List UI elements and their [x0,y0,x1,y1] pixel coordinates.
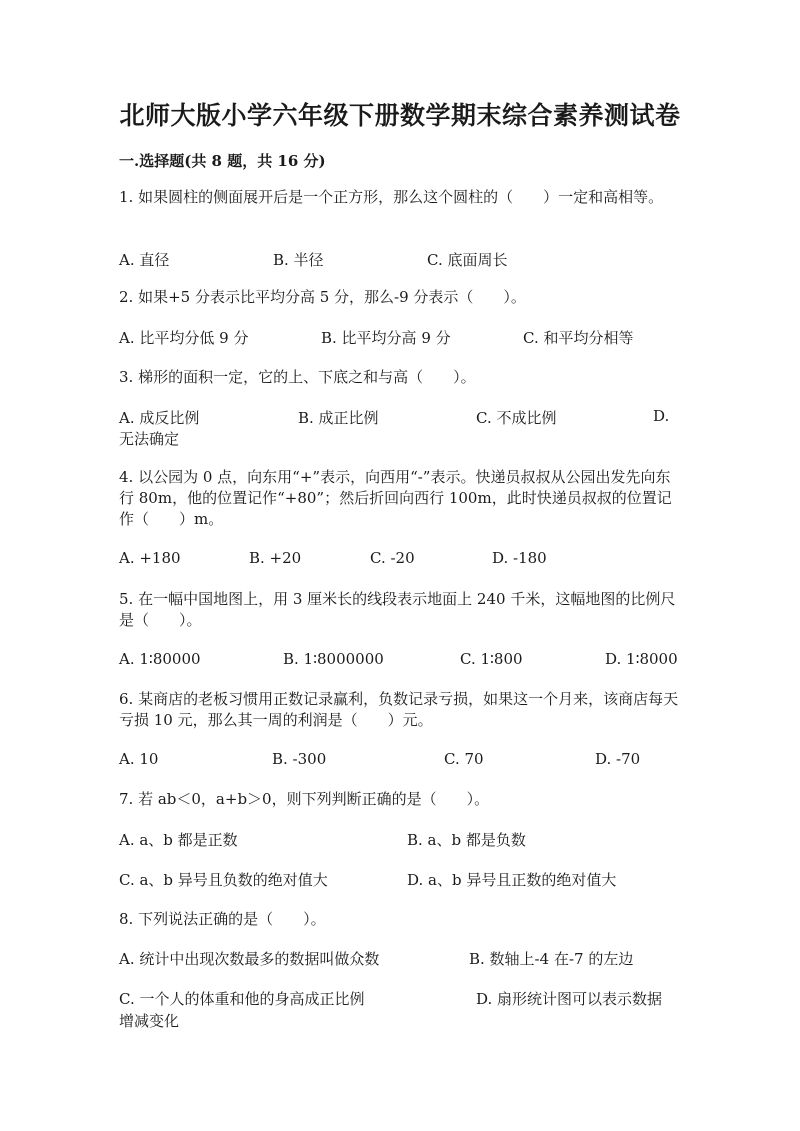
section-heading: 一.选择题(共 8 题，共 16 分) [119,152,326,170]
option-c[interactable]: C. 和平均分相等 [523,329,634,347]
question-8: 8. 下列说法正确的是（ ）。 [119,910,326,928]
question-2: 2. 如果+5 分表示比平均分高 5 分，那么-9 分表示（ ）。 [119,288,526,306]
option-b[interactable]: B. a、b 都是负数 [407,831,526,849]
option-c[interactable]: C. a、b 异号且负数的绝对值大 [119,871,328,889]
option-d-continued: 增减变化 [119,1012,180,1030]
option-d[interactable]: D. 扇形统计图可以表示数据 [476,990,663,1008]
option-d[interactable]: D. [653,407,670,425]
option-c[interactable]: C. 不成比例 [476,409,557,427]
option-c[interactable]: C. 一个人的体重和他的身高成正比例 [119,990,365,1008]
question-3: 3. 梯形的面积一定，它的上、下底之和与高（ ）。 [119,368,476,386]
option-b[interactable]: B. +20 [249,549,302,567]
question-7: 7. 若 ab＜0，a+b＞0，则下列判断正确的是（ ）。 [119,790,490,808]
option-b[interactable]: B. 成正比例 [298,409,379,427]
question-8-options-row2 [119,988,689,1010]
option-b[interactable]: B. 数轴上-4 在-7 的左边 [469,950,634,968]
question-7-options-row2 [119,869,689,891]
option-a[interactable]: A. +180 [119,549,181,567]
option-a[interactable]: A. 10 [119,750,159,768]
question-6-options [119,750,689,772]
option-d[interactable]: D. a、b 异号且正数的绝对值大 [407,871,617,889]
option-b[interactable]: B. 比平均分高 9 分 [321,329,451,347]
question-8-options-row1 [119,948,689,970]
option-c[interactable]: C. -20 [370,549,415,567]
option-c[interactable]: C. 底面周长 [427,251,508,269]
option-d-continued: 无法确定 [119,430,180,448]
question-4-options [119,549,689,571]
question-1-options [119,249,689,271]
option-a[interactable]: A. 成反比例 [119,409,200,427]
option-b[interactable]: B. 1∶8000000 [283,650,384,668]
question-6: 6. 某商店的老板习惯用正数记录赢利，负数记录亏损，如果这一个月来，该商店每天亏损 10 元，那么其一周的利润是（ ）元。 [119,690,679,729]
option-d[interactable]: D. -70 [595,750,641,768]
question-1: 1. 如果圆柱的侧面展开后是一个正方形，那么这个圆柱的（ ）一定和高相等。 [119,188,664,206]
question-5: 5. 在一幅中国地图上，用 3 厘米长的线段表示地面上 240 千米，这幅地图的比例尺是（ ）。 [119,590,676,629]
question-5-options [119,650,689,672]
option-b[interactable]: B. -300 [272,750,327,768]
option-c[interactable]: C. 1∶800 [460,650,523,668]
option-a[interactable]: A. 比平均分低 9 分 [119,329,249,347]
question-3-options [119,407,689,429]
option-b[interactable]: B. 半径 [273,251,324,269]
question-2-options [119,327,689,349]
question-4: 4. 以公园为 0 点，向东用“+”表示，向西用“-”表示。快递员叔叔从公园出发先向东行 80m，他的位置记作“+80”；然后折回向西行 100m，此时快递员叔叔的位置记作（ ）m。 [119,468,672,528]
question-7-options-row1 [119,829,689,851]
page-title: 北师大版小学六年级下册数学期末综合素养测试卷 [119,101,681,130]
option-c[interactable]: C. 70 [444,750,484,768]
option-a[interactable]: A. 直径 [119,251,170,269]
option-d[interactable]: D. 1∶8000 [605,650,678,668]
option-a[interactable]: A. 统计中出现次数最多的数据叫做众数 [119,950,380,968]
option-a[interactable]: A. a、b 都是正数 [119,831,238,849]
option-a[interactable]: A. 1∶80000 [119,650,201,668]
option-d[interactable]: D. -180 [492,549,547,567]
